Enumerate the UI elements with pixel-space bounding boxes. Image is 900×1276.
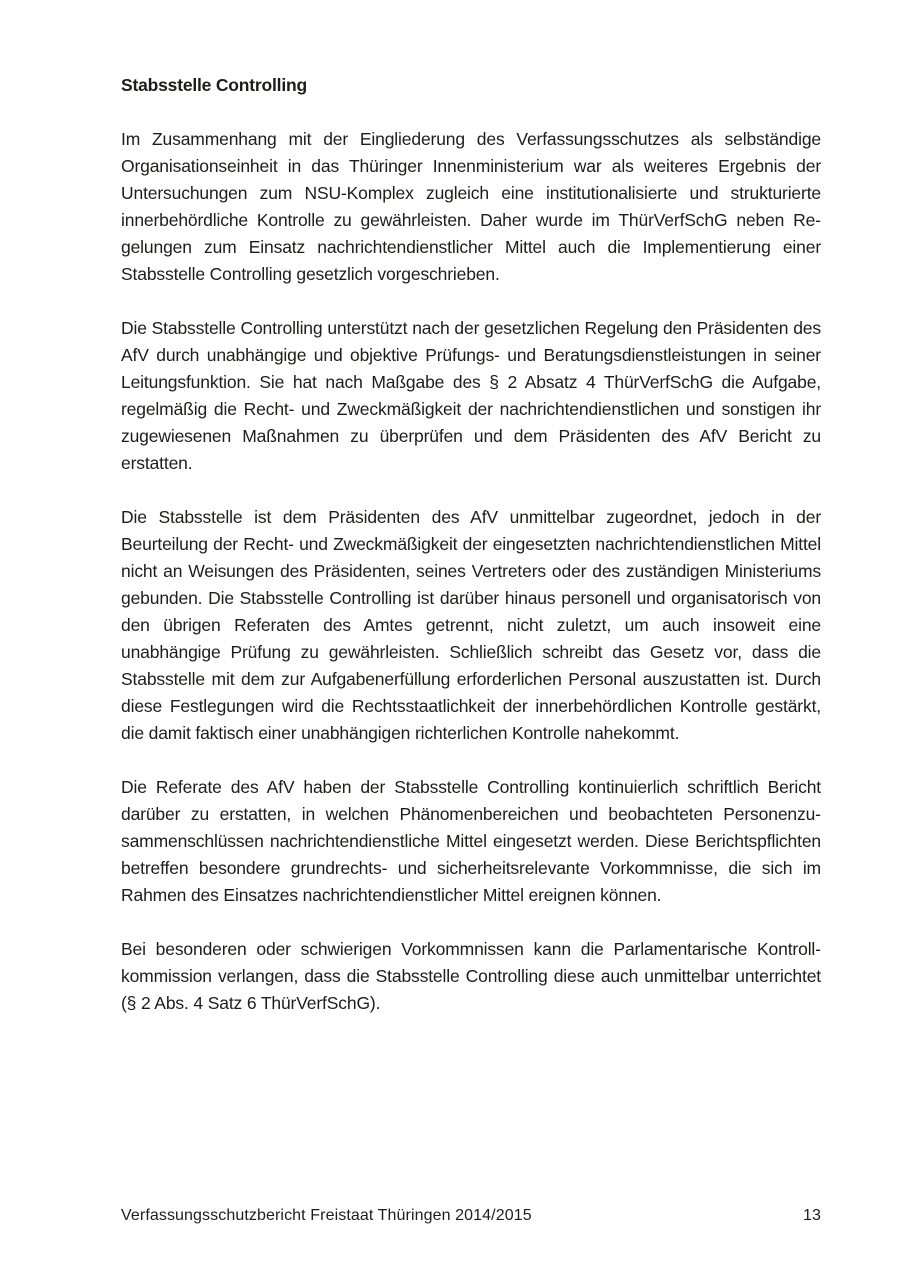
paragraph: Bei besonderen oder schwierigen Vorkommnissen kann die Parlamentarische Kontrollkommission verlangen, dass die Stabsstelle Controlling diese auch unmittelbar unterrichtet (§ 2 Abs. 4 Satz 6 ThürVerfSchG). — [121, 939, 821, 1013]
paragraph: Im Zusammenhang mit der Eingliederung des Verfassungsschutzes als selbständige Organisationseinheit in das Thüringer Innenministerium war als weiteres Ergebnis der Untersuchungen zum NSU-Komplex zugleich eine institutionalisierte und strukturierte innerbehördliche Kontrolle zu gewährleisten. Daher wurde im ThürVerfSchG neben Regelungen zum Einsatz nachrichtendienstlicher Mittel auch die Implementierung einer Stabsstelle Controlling gesetzlich vorgeschrieben. — [121, 129, 821, 284]
document-body — [121, 72, 821, 1017]
paragraph: Die Stabsstelle Controlling unterstützt nach der gesetzlichen Regelung den Präsidenten des AfV durch unabhängige und objektive Prüfungs- und Beratungsdienstleistungen in seiner Leitungsfunktion. Sie hat nach Maßgabe des § 2 Absatz 4 ThürVerfSchG die Aufgabe, regelmäßig die Recht- und Zweckmäßigkeit der nachrichtendienstlichen und sonstigen ihr zugewiesenen Maßnahmen zu überprüfen und dem Präsidenten des AfV Bericht zu erstatten. — [121, 318, 821, 473]
section-title: Stabsstelle Controlling — [121, 75, 307, 95]
paragraph: Die Stabsstelle ist dem Präsidenten des AfV unmittelbar zugeordnet, jedoch in der Beurteilung der Recht- und Zweckmäßigkeit der eingesetzten nachrichtendienstlichen Mittel nicht an Weisungen des Präsidenten, seines Vertreters oder des zuständigen Ministeriums gebunden. Die Stabsstelle Controlling ist darüber hinaus personell und organisatorisch von den übrigen Referaten des Amtes getrennt, nicht zuletzt, um auch insoweit eine unabhängige Prüfung zu gewährleisten. Schließlich schreibt das Gesetz vor, dass die Stabsstelle mit dem zur Aufgabenerfüllung erforderlichen Personal auszustatten ist. Durch diese Festlegungen wird die Rechtsstaatlichkeit der innerbehördlichen Kontrolle gestärkt, die damit faktisch einer unabhängigen richterlichen Kontrolle nahekommt. — [121, 507, 821, 743]
page-footer — [121, 1204, 821, 1228]
paragraph: Die Referate des AfV haben der Stabsstelle Controlling kontinuierlich schriftlich Bericht darüber zu erstatten, in welchen Phänomenbereichen und beobachteten Personenzusammenschlüssen nachrichtendienstliche Mittel eingesetzt werden. Diese Berichtspflichten betreffen besondere grundrechts- und sicherheitsrelevante Vorkommnisse, die sich im Rahmen des Einsatzes nachrichtendienstlicher Mittel ereignen können. — [121, 777, 821, 905]
footer-title: Verfassungsschutzbericht Freistaat Thüringen 2014/2015 — [121, 1207, 532, 1224]
page-number: 13 — [803, 1207, 821, 1224]
